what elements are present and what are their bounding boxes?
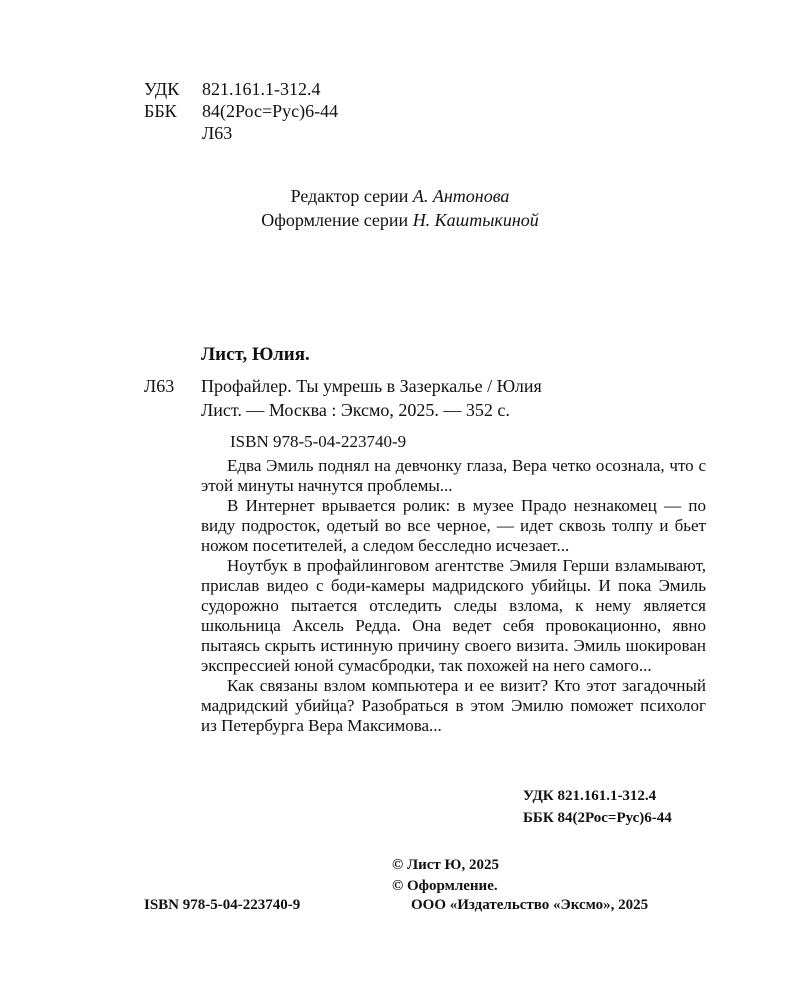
isbn-main: ISBN 978-5-04-223740-9 (230, 432, 407, 451)
udk-value: 821.161.1-312.4 (202, 79, 321, 99)
udk-label: УДК (144, 79, 180, 99)
annotation-paragraph: Как связаны взлом компьютера и ее визит? Кто этот загадочный мадридский убийца? Разобраться в этом Эмилю поможет психолог из Петербурга Вера Максимова... (201, 676, 706, 735)
footer-bbk: ББК 84(2Рос=Рус)6-44 (523, 810, 672, 826)
bibliography-mark: Л63 (144, 376, 175, 396)
author-mark: Л63 (202, 123, 233, 143)
annotation-text (201, 456, 706, 736)
footer-udk: УДК 821.161.1-312.4 (523, 788, 657, 804)
bibliography-line-1: Профайлер. Ты умрешь в Зазеркалье / Юлия (201, 376, 542, 396)
annotation-paragraph: В Интернет врывается ролик: в музее Прадо незнакомец — по виду подросток, одетый во все черное, — идет сквозь толпу и бьет ножом посетителей, а следом бесследно исчезает... (201, 496, 706, 555)
series-credits (0, 184, 800, 232)
copyright-author: © Лист Ю, 2025 (392, 857, 499, 873)
bibliography-line-2: Лист. — Москва : Эксмо, 2025. — 352 с. (201, 400, 510, 420)
publisher-copyright: ООО «Издательство «Эксмо», 2025 (411, 897, 649, 913)
bbk-label: ББК (144, 101, 177, 121)
copyright-design: © Оформление. (392, 878, 498, 894)
series-editor-label: Редактор серии (290, 186, 409, 206)
series-editor-name: А. Антонова (412, 186, 510, 206)
bibliography-author: Лист, Юлия. (201, 344, 310, 365)
series-editor-line (0, 184, 800, 208)
series-design-line (0, 208, 800, 232)
catalog-block (144, 78, 338, 144)
udk-row (144, 78, 338, 100)
series-design-name: Н. Каштыкиной (412, 210, 539, 230)
bbk-row (144, 100, 338, 122)
bibliography-row-1 (144, 374, 542, 398)
annotation-paragraph: Ноутбук в профайлинговом агентстве Эмиля Герши взламывают, прислав видео с боди-камеры мадридского убийцы. И пока Эмиль судорожно пытается отследить следы взлома, к нему является школьница Аксель Редда. Она ведет себя провокационно, явно пытаясь скрыть истинную причину своего визита. Эмиль шокирован экспрессией юной сумасбродки, так похожей на него самого... (201, 556, 706, 675)
series-design-label: Оформление серии (261, 210, 409, 230)
isbn-footer: ISBN 978-5-04-223740-9 (144, 897, 301, 913)
classification-footer (523, 785, 672, 829)
bbk-value: 84(2Рос=Рус)6-44 (202, 101, 339, 121)
copyright-block (392, 855, 499, 897)
annotation-paragraph: Едва Эмиль поднял на девчонку глаза, Вера четко осознала, что с этой минуты начнутся проблемы... (201, 456, 706, 495)
bibliography-record (144, 374, 542, 422)
